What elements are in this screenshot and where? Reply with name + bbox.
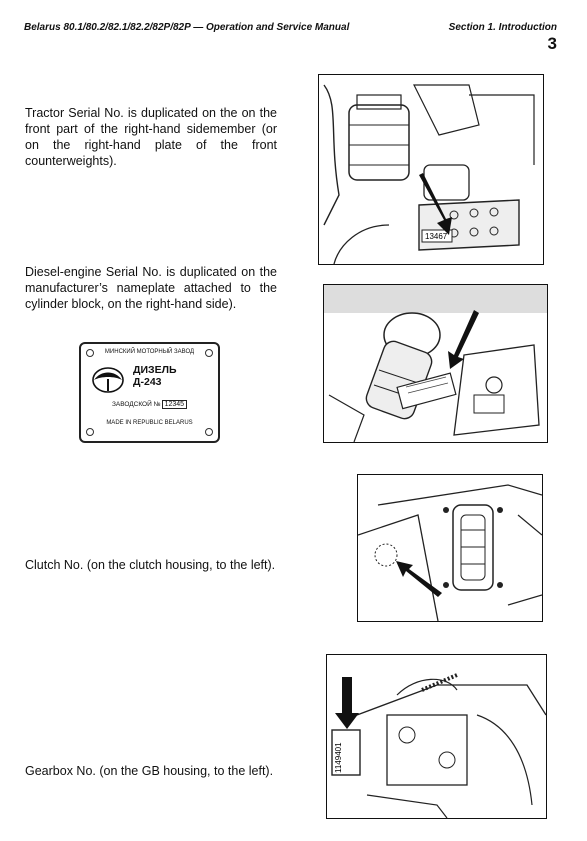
clutch-number-text: Clutch No. (on the clutch housing, to the left). bbox=[25, 558, 276, 572]
tractor-serial-text: Tractor Serial No. is duplicated on the on the front part of the right-hand sidemember (or on the right-hand plate of the front counterweights). bbox=[25, 106, 277, 168]
pointer-arrow-icon bbox=[396, 561, 442, 597]
nameplate-serial-value: 12345 bbox=[162, 400, 187, 409]
section-title: Section 1. Introduction bbox=[448, 22, 557, 33]
nameplate-serial-label: ЗАВОДСКОЙ № bbox=[111, 401, 161, 408]
engine-serial-text: Diesel-engine Serial No. is duplicated on the manufacturer’s nameplate attached to the cylinder block, on the right-hand side). bbox=[25, 265, 277, 311]
tractor-sidemember-figure bbox=[318, 74, 544, 265]
rivet-icon bbox=[205, 428, 213, 436]
nameplate-model bbox=[133, 364, 177, 388]
clutch-housing-drawing bbox=[358, 475, 542, 621]
engine-nameplate bbox=[79, 342, 220, 443]
factory-logo-icon bbox=[91, 366, 125, 394]
nameplate-model-line1: ДИЗЕЛЬ bbox=[133, 364, 177, 376]
nameplate-model-line2: Д-243 bbox=[133, 376, 162, 388]
clutch-housing-figure bbox=[357, 474, 543, 622]
nameplate-serial-row bbox=[81, 400, 218, 409]
tractor-sidemember-drawing bbox=[319, 75, 543, 264]
pointer-arrow-icon bbox=[335, 677, 359, 729]
gearbox-number-text: Gearbox No. (on the GB housing, to the left). bbox=[25, 764, 274, 778]
page-number: 3 bbox=[547, 34, 557, 53]
nameplate-made-in: MADE IN REPUBLIC BELARUS bbox=[106, 420, 193, 426]
sidemember-stamp: 13467 bbox=[425, 232, 448, 241]
manual-title: Belarus 80.1/80.2/82.1/82.2/82P/82P — Operation and Service Manual bbox=[24, 22, 350, 33]
nameplate-factory: МИНСКИЙ МОТОРНЫЙ ЗАВОД bbox=[104, 349, 195, 355]
rivet-icon bbox=[86, 428, 94, 436]
gearbox-housing-figure bbox=[326, 654, 547, 819]
engine-block-drawing bbox=[324, 285, 547, 442]
gearbox-stamp: 1149401 bbox=[334, 742, 343, 773]
engine-nameplate-figure bbox=[323, 284, 548, 443]
gearbox-housing-drawing bbox=[327, 655, 546, 818]
